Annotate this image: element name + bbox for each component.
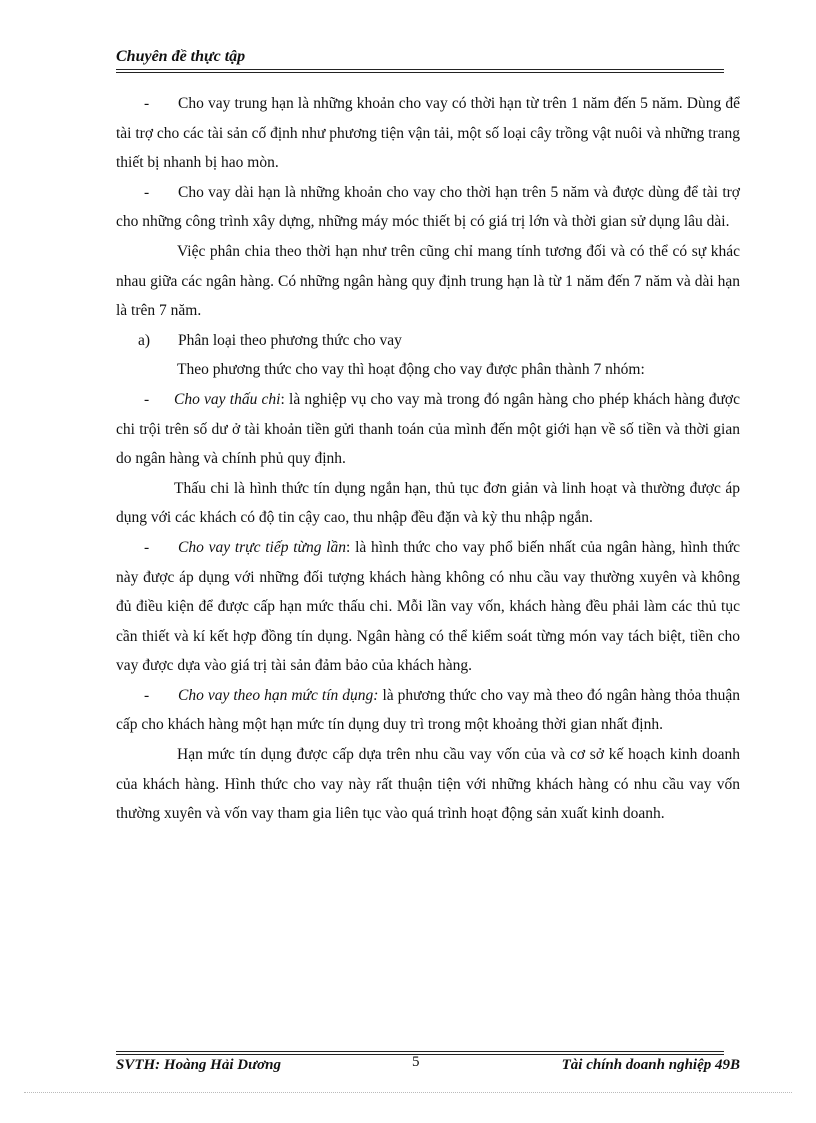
header-rule-2 [116, 72, 724, 73]
header-rule [116, 69, 724, 70]
paragraph-text: Cho vay trung hạn là những khoản cho vay có thời hạn từ trên 1 năm đến 5 năm. Dùng để tài trợ cho các tài sản cố định như phương tiện vận tải, một số loại cây trồng vật nuôi và những trang thiết bị nhanh bị hao mòn. [116, 95, 740, 172]
term-overdraft: Cho vay thấu chi [174, 390, 281, 408]
paragraph-overdraft-detail: Thấu chi là hình thức tín dụng ngắn hạn, thủ tục đơn giản và linh hoạt và thường được áp dụng với các khách có độ tin cậy cao, thu nhập đều đặn và kỳ thu nhập ngắn. [116, 479, 740, 527]
paragraph-text: là phương thức cho vay mà theo đó ngân hàng thỏa thuận cấp cho khách hàng một hạn mức tín dụng duy trì trong một khoảng thời gian nhất định. [116, 686, 740, 734]
paragraph-long-term [116, 178, 740, 237]
section-title: Phân loại theo phương thức cho vay [178, 331, 402, 349]
footer-rule-2 [116, 1054, 724, 1055]
section-heading [116, 326, 740, 356]
paragraph-intro-methods: Theo phương thức cho vay thì hoạt động cho vay được phân thành 7 nhóm: [177, 361, 645, 379]
paragraph-direct-loan [116, 533, 740, 681]
paragraph-overdraft [116, 385, 740, 474]
header-title: Chuyên đề thực tập [116, 48, 246, 65]
paragraph-credit-line [116, 681, 740, 740]
paragraph-term-division: Việc phân chia theo thời hạn như trên cũng chỉ mang tính tương đối và có thể có sự khác nhau giữa các ngân hàng. Có những ngân hàng quy định trung hạn là từ 1 năm đến 7 năm và dài hạn là trên 7 năm. [116, 242, 740, 320]
footer-class: Tài chính doanh nghiệp 49B [561, 1057, 740, 1073]
paragraph-text: Cho vay dài hạn là những khoản cho vay cho thời hạn trên 5 năm và được dùng để tài trợ cho những công trình xây dựng, những máy móc thiết bị có giá trị lớn và thời gian sử dụng lâu dài. [116, 183, 740, 231]
page-bottom-dotted-line [24, 1092, 792, 1093]
paragraph-medium-term [116, 89, 740, 178]
paragraph-text: : là hình thức cho vay phổ biến nhất của ngân hàng, hình thức này được áp dụng với những đối tượng khách hàng không có nhu cầu vay thường xuyên và không đủ điều kiện để được cấp hạn mức thấu chi. Mỗi lần vay vốn, khách hàng đều phải làm các thủ tục cần thiết và kí kết hợp đồng tín dụng. Ngân hàng có thể kiểm soát từng món vay tách biệt, tiền cho vay được dựa vào giá trị tài sản đảm bảo của khách hàng. [116, 538, 740, 675]
term-credit-line: Cho vay theo hạn mức tín dụng: [178, 686, 379, 704]
bullet-dash: - [144, 95, 150, 112]
bullet-dash: - [144, 686, 150, 704]
paragraph-credit-line-detail: Hạn mức tín dụng được cấp dựa trên nhu cầu vay vốn của và cơ sở kế hoạch kinh doanh của khách hàng. Hình thức cho vay này rất thuận tiện với những khách hàng có nhu cầu vay vốn thường xuyên và vốn vay tham gia liên tục vào quá trình hoạt động sản xuất kinh doanh. [116, 746, 740, 823]
paragraph-text: : là nghiệp vụ cho vay mà trong đó ngân hàng cho phép khách hàng được chi trội trên số dư ở tài khoản tiền gửi thanh toán của mình đến một giới hạn về số tiền và thời gian do ngân hàng và chính phủ quy định. [116, 390, 740, 468]
bullet-dash: - [144, 183, 150, 201]
bullet-dash: - [144, 538, 150, 556]
document-body [116, 89, 740, 829]
footer-author: SVTH: Hoàng Hải Dương [116, 1057, 281, 1073]
section-marker: a) [138, 331, 151, 349]
term-direct-loan: Cho vay trực tiếp từng lần [178, 538, 347, 556]
page-number: 5 [412, 1054, 420, 1070]
bullet-dash: - [144, 390, 150, 408]
footer-rule [116, 1051, 724, 1052]
